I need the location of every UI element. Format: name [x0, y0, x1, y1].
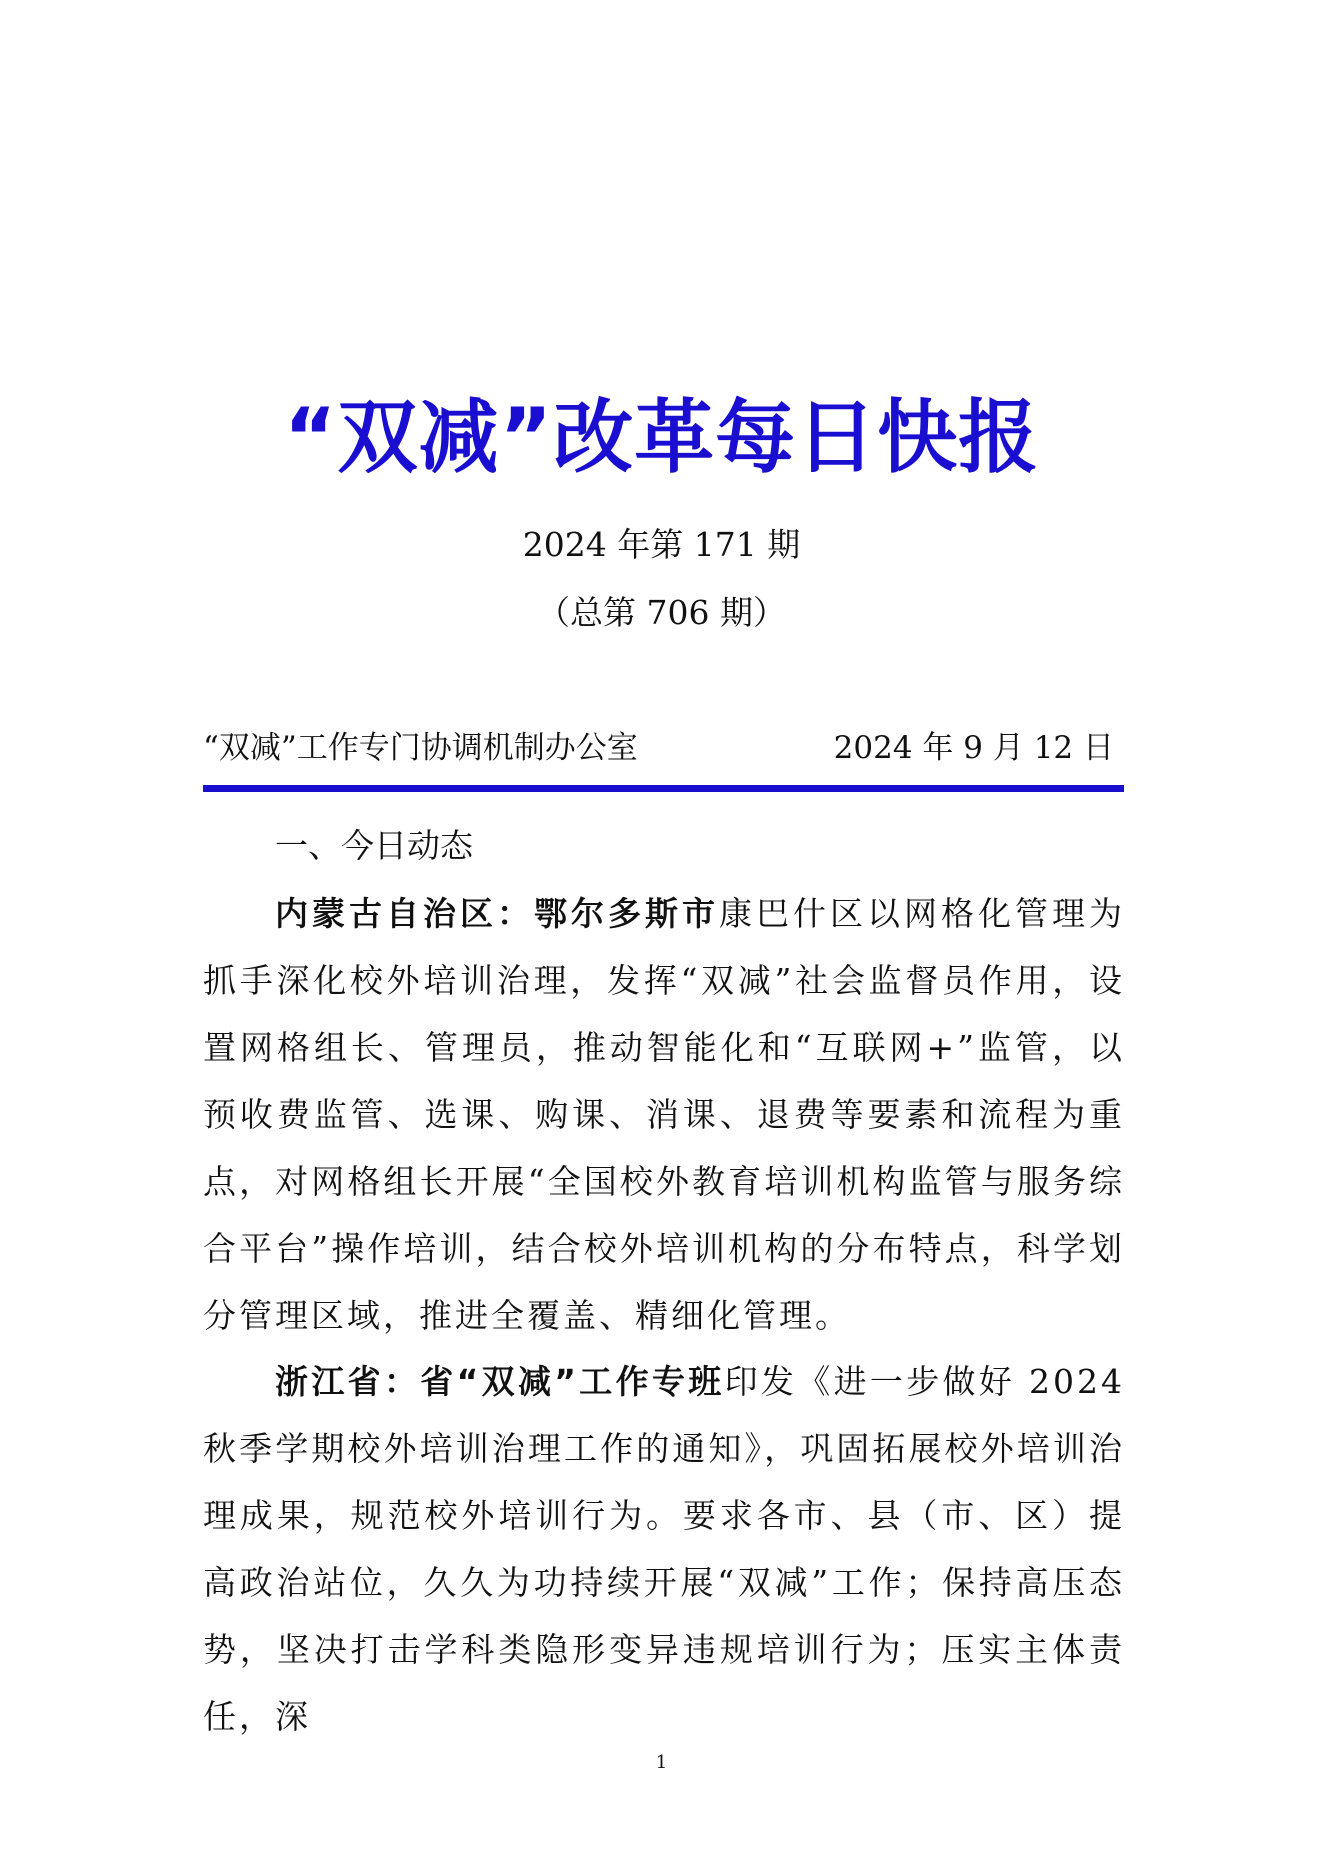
- paragraph-body: 康巴什区以网格化管理为抓手深化校外培训治理，发挥“双减”社会监督员作用，设置网格组长、管理员，推动智能化和“互联网+”监管，以预收费监管、选课、购课、消课、退费等要素和流程为重点，对网格组长开展“全国校外教育培训机构监管与服务综合平台”操作培训，结合校外培训机构的分布特点，科学划分管理区域，推进全覆盖、精细化管理。: [203, 894, 1125, 1335]
- issuer-line: [203, 726, 1124, 770]
- news-paragraph-zhejiang: [203, 1348, 1125, 1750]
- section-heading: 一、今日动态: [275, 826, 473, 865]
- news-paragraph-inner-mongolia: [203, 880, 1125, 1349]
- page-number: 1: [655, 1752, 668, 1773]
- paragraph-lead: 浙江省：省“双减”工作专班: [275, 1362, 725, 1401]
- report-title: “双减”改革每日快报: [283, 391, 1040, 484]
- paragraph-body: 印发《进一步做好 2024 秋季学期校外培训治理工作的通知》，巩固拓展校外培训治理成果，规范校外培训行为。要求各市、县（市、区）提高政治站位，久久为功持续开展“双减”工作；保持高压态势，坚决打击学科类隐形变异违规培训行为；压实主体责任，深: [203, 1362, 1125, 1736]
- total-issue-number: （总第 706 期）: [537, 593, 786, 632]
- header-divider: [203, 785, 1124, 792]
- issuing-office: “双减”工作专门协调机制办公室: [203, 730, 638, 766]
- issue-date: 2024 年 9 月 12 日: [833, 730, 1114, 766]
- issue-number: 2024 年第 171 期: [522, 525, 801, 564]
- paragraph-lead: 内蒙古自治区：鄂尔多斯市: [275, 894, 719, 933]
